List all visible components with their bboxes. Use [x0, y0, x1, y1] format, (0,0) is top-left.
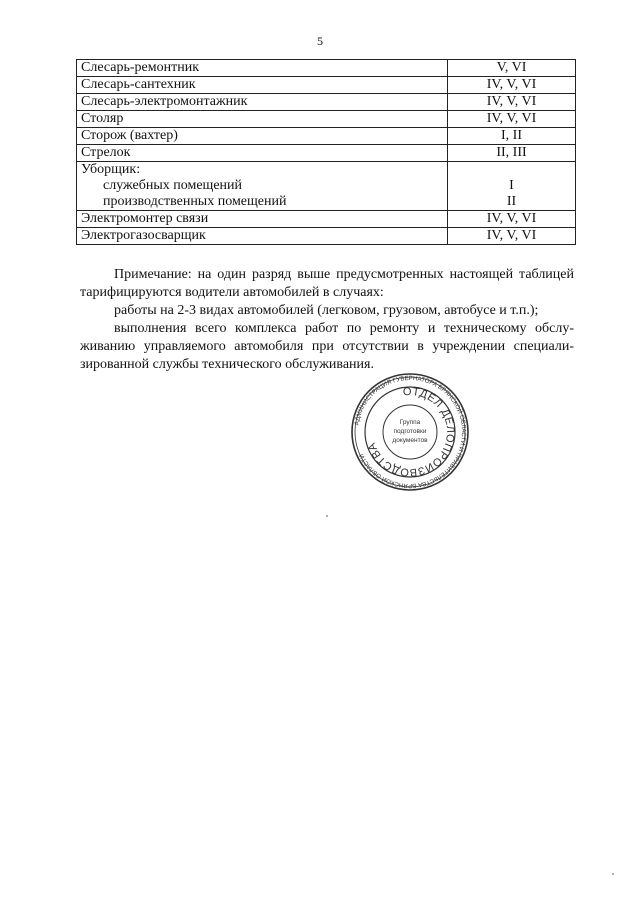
note-paragraph: работы на 2-3 видах автомобилей (легковом, грузовом, автобусе и т.п.);	[114, 303, 539, 318]
profession-cell: Электромонтер связи	[77, 211, 448, 228]
table-row	[77, 77, 576, 94]
profession-cell	[77, 162, 448, 211]
cleaner-sub-grade: I	[509, 178, 514, 193]
tariff-grades-table	[76, 59, 576, 245]
profession-cell: Стрелок	[77, 145, 448, 162]
scan-speck	[612, 873, 614, 875]
note-paragraph: Примечание: на один разряд выше предусмотренных настоящей таблицей тарифицируются водители автомобилей в случаях:	[80, 267, 574, 300]
table-row	[77, 228, 576, 245]
profession-cell: Слесарь-ремонтник	[77, 60, 448, 77]
cleaner-sub-grade: II	[506, 194, 517, 209]
grade-cell: IV, V, VI	[448, 94, 576, 111]
grade-cell: IV, V, VI	[448, 211, 576, 228]
grade-cell: IV, V, VI	[448, 228, 576, 245]
grade-cell: II, III	[448, 145, 576, 162]
grade-cell: I, II	[448, 128, 576, 145]
table-row	[77, 111, 576, 128]
profession-cell: Столяр	[77, 111, 448, 128]
page-number: 5	[317, 34, 323, 48]
table-row-cleaner	[77, 162, 576, 211]
official-stamp	[350, 372, 470, 492]
stamp-ring-text: ОТДЕЛ ДЕЛОПРОИЗВОДСТВА	[365, 385, 457, 479]
profession-cell: Сторож (вахтер)	[77, 128, 448, 145]
table-row	[77, 145, 576, 162]
profession-cell: Слесарь-электромонтажник	[77, 94, 448, 111]
table-row	[77, 94, 576, 111]
cleaner-heading: Уборщик:	[81, 162, 141, 177]
scan-speck	[326, 515, 328, 517]
grade-cell: IV, V, VI	[448, 77, 576, 94]
stamp-center-line: документов	[392, 437, 428, 444]
grade-cell	[448, 162, 576, 211]
table-row	[77, 60, 576, 77]
profession-cell: Электрогазосварщик	[77, 228, 448, 245]
stamp-center-line: Группа	[399, 419, 421, 426]
table-row	[77, 128, 576, 145]
profession-cell: Слесарь-сантехник	[77, 77, 448, 94]
table-row	[77, 211, 576, 228]
note-block	[80, 266, 574, 374]
grade-cell: V, VI	[448, 60, 576, 77]
stamp-outer-text: АДМИНИСТРАЦИЯ ГУБЕРНАТОРА БРЯНСКОЙ ОБЛАСТИ И ПРАВИТЕЛЬСТВА БРЯНСКОЙ ОБЛАСТИ	[353, 374, 468, 490]
note-paragraph: выполнения всего комплекса работ по ремонту и техническому обслу-живанию управляемого автомобиля при отсутствии в учреждении специали-зированной службы технического обслуживания.	[80, 321, 574, 372]
cleaner-sub-item: производственных помещений	[103, 194, 287, 209]
stamp-center-line: подготовки	[393, 428, 427, 435]
grade-cell: IV, V, VI	[448, 111, 576, 128]
cleaner-sub-item: служебных помещений	[103, 178, 243, 193]
